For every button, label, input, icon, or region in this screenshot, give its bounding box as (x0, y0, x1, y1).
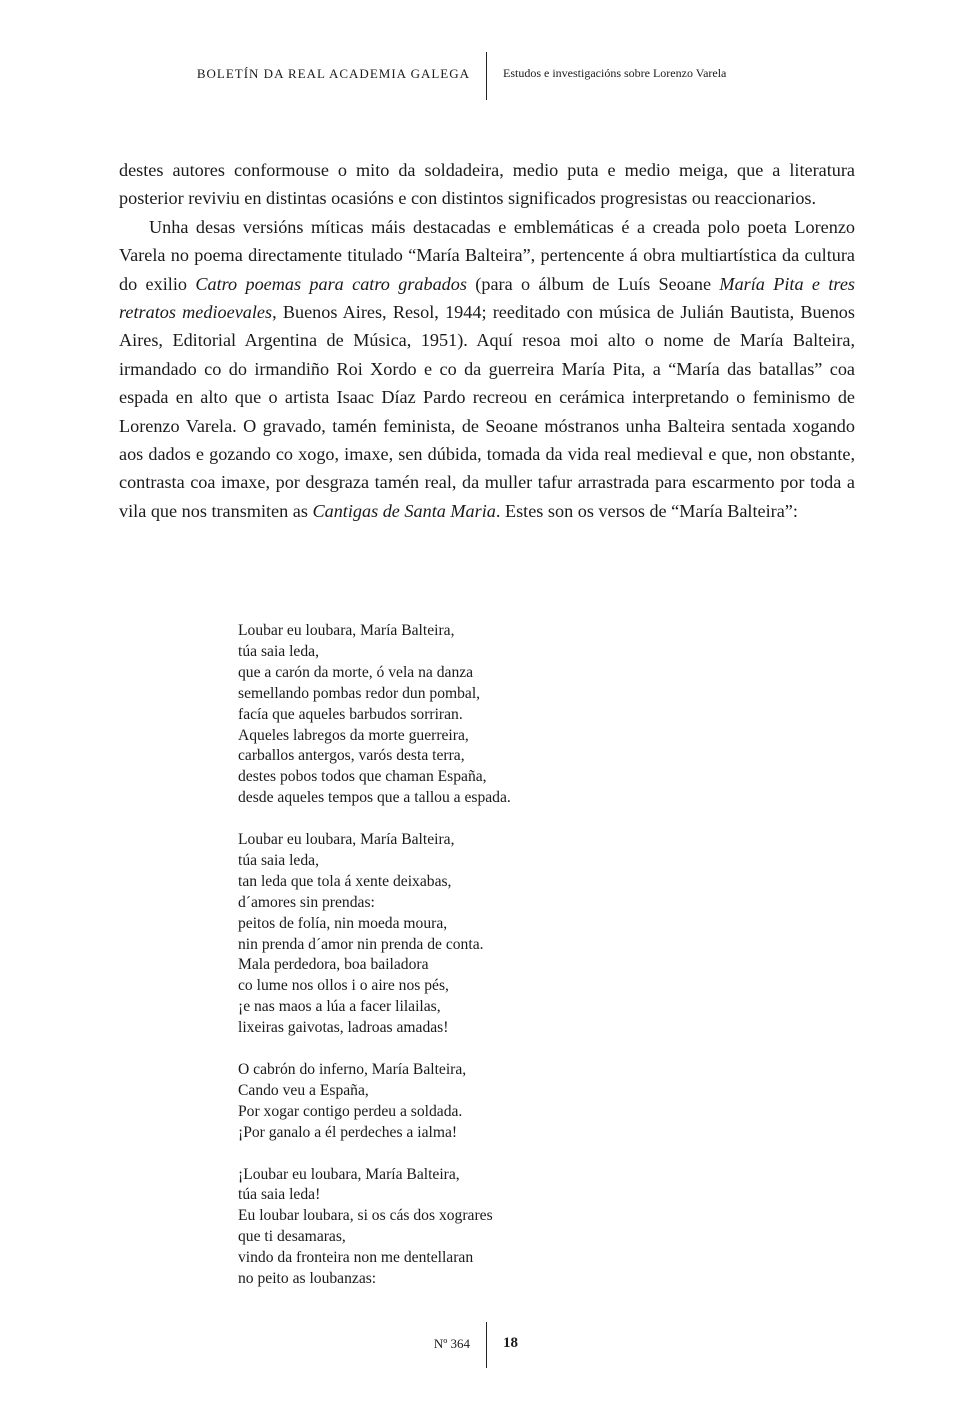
paragraph-2-text-1: Unha desas versións míticas máis destacadas e emblemáticas é a creada polo poeta Lorenzo Varela no poema directamente titulado “María Balteira”, pertencente á obra multiartística da cultura do exilio (119, 216, 855, 294)
poem-line: Por xogar contigo perdeu a soldada. (238, 1102, 463, 1120)
paragraph-1: destes autores conformouse o mito da soldadeira, medio puta e medio meiga, que a literatura posterior reviviu en distintas ocasións e con distintos significados progresistas ou reaccionarios. (119, 160, 855, 209)
poem-line: ¡e nas maos a lúa a facer lilailas, (238, 998, 441, 1016)
page-number: 18 (503, 1335, 518, 1351)
work-title-catro-poemas: Catro poemas para catro grabados (195, 273, 467, 294)
work-title-maria-pita: María Pita e tres retratos medioevales (119, 273, 855, 323)
paragraph-2 (119, 213, 855, 525)
poem-line: Cando veu a España, (238, 1081, 369, 1099)
poem-line: vindo da fronteira non me dentellaran (238, 1249, 474, 1267)
poem-line: túa saia leda, (238, 642, 319, 660)
body-text (119, 156, 855, 525)
journal-title: BOLETÍN DA REAL ACADEMIA GALEGA (196, 66, 470, 81)
paragraph-2-text-4: . Estes son os versos de “María Balteira”: (495, 500, 798, 521)
poem-line: nin prenda d´amor nin prenda de conta. (238, 935, 484, 953)
poem-stanza-1 (238, 621, 758, 809)
section-title: Estudos e investigacións sobre Lorenzo Varela (503, 66, 727, 80)
poem-line: facía que aqueles barbudos sorriran. (238, 705, 463, 723)
poem-line: Loubar eu loubara, María Balteira, (238, 622, 455, 639)
poem-line: que ti desamaras, (238, 1228, 346, 1246)
poem-line: túa saia leda, (238, 851, 319, 869)
poem-line: O cabrón do inferno, María Balteira, (238, 1061, 467, 1078)
work-title-cantigas: Cantigas de Santa Maria (312, 500, 496, 521)
issue-number: Nº 364 (433, 1336, 470, 1351)
poem-line: Aqueles labregos da morte guerreira, (238, 726, 469, 744)
poem-line: Eu loubar loubara, si os cás dos xograres (238, 1207, 493, 1225)
poem-line: ¡Por ganalo a él perdeches a ialma! (238, 1123, 458, 1141)
poem-line: co lume nos ollos i o aire nos pés, (238, 977, 449, 995)
poem-stanza-4 (238, 1165, 758, 1290)
poem-stanza-2 (238, 830, 758, 1039)
poem-line: semellando pombas redor dun pombal, (238, 684, 481, 702)
paragraph-2-text-3: , Buenos Aires, Resol, 1944; reeditado con música de Julián Bautista, Buenos Aires, Editorial Argentina de Música, 1951). Aquí resoa moi alto o nome de María Balteira, irmandado co do irmandiño Roi Xordo e co da guerreira María Pita, a “María das batallas” coa espada en alto que o artista Isaac Díaz Pardo recreou en cerámica interpretando o feminismo de Lorenzo Varela. O gravado, tamén feminista, de Seoane móstranos unha Balteira sentada xogando aos dados e gozando co xogo, imaxe, sen dúbida, tomada da vida real medieval e que, non obstante, contrasta coa imaxe, por desgraza tamén real, da muller tafur arrastrada para escarmento por toda a vila que nos transmiten as (119, 302, 855, 521)
poem-line: carballos antergos, varós desta terra, (238, 747, 465, 765)
paragraph-2-text-2: (para o álbum de Luís Seoane (466, 273, 720, 294)
page-header (0, 52, 975, 100)
poem-line: que a carón da morte, ó vela na danza (238, 663, 474, 681)
poem-line: desde aqueles tempos que a tallou a espada. (238, 789, 511, 807)
poem-line: tan leda que tola á xente deixabas, (238, 872, 452, 890)
poem (238, 621, 758, 1311)
poem-line: peitos de folía, nin moeda moura, (238, 914, 448, 932)
footer-divider (486, 1322, 487, 1368)
poem-line: d´amores sin prendas: (238, 893, 375, 911)
poem-line: Mala perdedora, boa bailadora (238, 956, 429, 974)
poem-stanza-3 (238, 1060, 758, 1144)
header-divider (486, 52, 487, 100)
poem-line: destes pobos todos que chaman España, (238, 768, 487, 786)
poem-line: lixeiras gaivotas, ladroas amadas! (238, 1019, 449, 1037)
poem-line: túa saia leda! (238, 1186, 321, 1204)
page-footer (0, 1322, 975, 1368)
poem-line: ¡Loubar eu loubara, María Balteira, (238, 1165, 460, 1183)
poem-line: Loubar eu loubara, María Balteira, (238, 831, 455, 849)
poem-line: no peito as loubanzas: (238, 1270, 377, 1288)
